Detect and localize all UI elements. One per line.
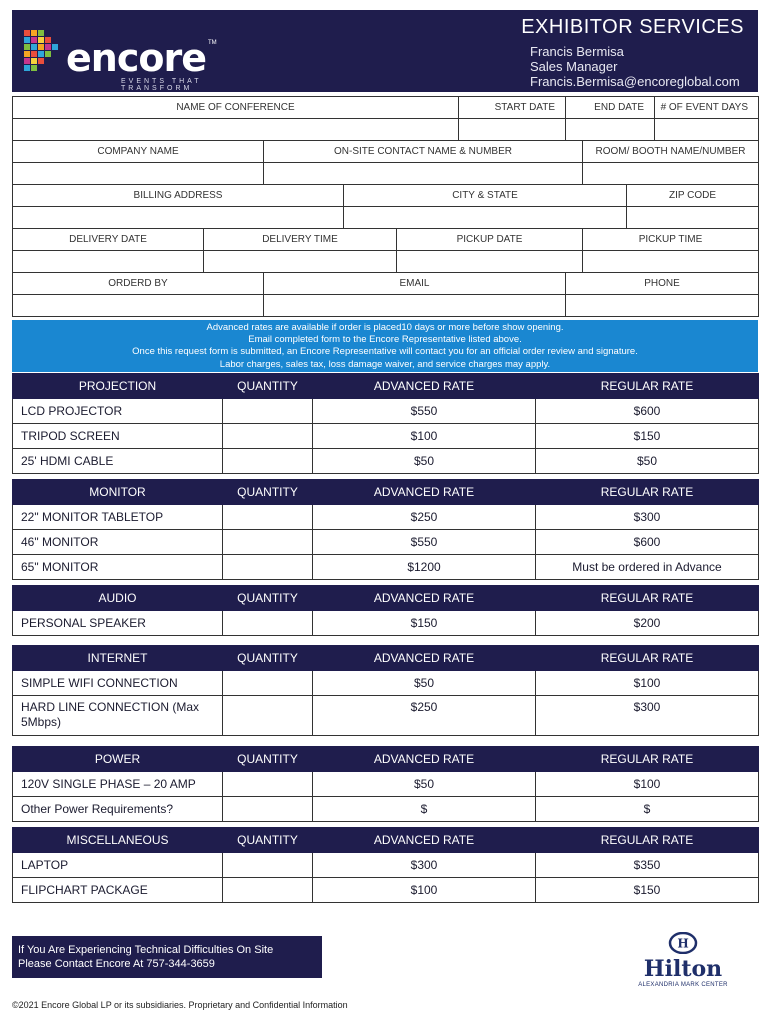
regular-rate: $100 <box>536 772 759 797</box>
section-title: INTERNET <box>13 646 223 671</box>
advanced-rate: $550 <box>313 399 536 424</box>
quantity-header: QUANTITY <box>223 374 313 399</box>
regular-rate: $300 <box>536 696 759 736</box>
regular-rate: $300 <box>536 505 759 530</box>
support-line-2: Please Contact Encore At 757-344-3659 <box>18 958 215 970</box>
quantity-header: QUANTITY <box>223 646 313 671</box>
quantity-field[interactable] <box>223 555 313 580</box>
delivery-time-label: DELIVERY TIME <box>204 229 397 251</box>
pickup-time-label: PICKUP TIME <box>583 229 759 251</box>
regular-rate-header: REGULAR RATE <box>536 374 759 399</box>
rates-notice-banner <box>12 320 758 372</box>
advanced-rate: $ <box>313 797 536 822</box>
regular-rate: $350 <box>536 853 759 878</box>
phone-label: PHONE <box>566 273 759 295</box>
regular-rate: Must be ordered in Advance <box>536 555 759 580</box>
advanced-rate: $250 <box>313 505 536 530</box>
contact-role: Sales Manager <box>530 59 618 74</box>
audio-section <box>12 585 759 636</box>
table-row <box>13 505 759 530</box>
advanced-rate-header: ADVANCED RATE <box>313 747 536 772</box>
end-date-field[interactable] <box>566 119 655 141</box>
email-field[interactable] <box>264 295 566 317</box>
billing-address-field[interactable] <box>13 207 344 229</box>
table-row <box>13 399 759 424</box>
pickup-date-field[interactable] <box>397 251 583 273</box>
regular-rate: $ <box>536 797 759 822</box>
regular-rate-header: REGULAR RATE <box>536 828 759 853</box>
tech-support-box <box>12 936 322 978</box>
section-title: MONITOR <box>13 480 223 505</box>
internet-section <box>12 645 759 736</box>
advanced-rate: $1200 <box>313 555 536 580</box>
svg-text:H: H <box>677 936 689 951</box>
ordered-by-field[interactable] <box>13 295 264 317</box>
quantity-field[interactable] <box>223 878 313 903</box>
regular-rate: $150 <box>536 424 759 449</box>
advanced-rate: $50 <box>313 772 536 797</box>
company-name-label: COMPANY NAME <box>13 141 264 163</box>
regular-rate: $100 <box>536 671 759 696</box>
hilton-wordmark: Hilton <box>643 956 723 982</box>
delivery-date-field[interactable] <box>13 251 204 273</box>
zip-code-label: ZIP CODE <box>627 185 759 207</box>
power-section <box>12 746 759 822</box>
delivery-date-label: DELIVERY DATE <box>13 229 204 251</box>
table-row <box>13 878 759 903</box>
brand-wordmark: encore <box>66 36 206 80</box>
item-name: Other Power Requirements? <box>13 797 223 822</box>
pickup-date-label: PICKUP DATE <box>397 229 583 251</box>
company-info-table <box>12 140 759 185</box>
hilton-monogram-icon <box>628 932 738 958</box>
regular-rate: $150 <box>536 878 759 903</box>
regular-rate: $600 <box>536 399 759 424</box>
room-booth-label: ROOM/ BOOTH NAME/NUMBER <box>583 141 759 163</box>
advanced-rate-header: ADVANCED RATE <box>313 646 536 671</box>
header-bar <box>12 10 758 92</box>
encore-diamond-icon <box>22 26 62 82</box>
zip-code-field[interactable] <box>627 207 759 229</box>
item-name: LAPTOP <box>13 853 223 878</box>
room-booth-field[interactable] <box>583 163 759 185</box>
item-name: SIMPLE WIFI CONNECTION <box>13 671 223 696</box>
regular-rate: $50 <box>536 449 759 474</box>
table-row <box>13 772 759 797</box>
contact-email[interactable]: Francis.Bermisa@encoreglobal.com <box>530 74 740 89</box>
encore-logo <box>22 22 262 92</box>
sales-contact <box>530 44 740 89</box>
table-row <box>13 797 759 822</box>
event-days-label: # OF EVENT DAYS <box>655 97 759 119</box>
hilton-logo <box>628 932 738 994</box>
item-name: PERSONAL SPEAKER <box>13 611 223 636</box>
quantity-field[interactable] <box>223 449 313 474</box>
ordered-by-label: ORDERD BY <box>13 273 264 295</box>
monitor-section <box>12 479 759 580</box>
event-days-field[interactable] <box>655 119 759 141</box>
miscellaneous-section <box>12 827 759 903</box>
advanced-rate: $150 <box>313 611 536 636</box>
quantity-field[interactable] <box>223 853 313 878</box>
notice-line-4: Labor charges, sales tax, loss damage waiver, and service charges may apply. <box>219 358 551 370</box>
quantity-field[interactable] <box>223 530 313 555</box>
advanced-rate: $250 <box>313 696 536 736</box>
contact-name: Francis Bermisa <box>530 44 624 59</box>
phone-field[interactable] <box>566 295 759 317</box>
delivery-info-table <box>12 228 759 273</box>
regular-rate-header: REGULAR RATE <box>536 480 759 505</box>
notice-line-2: Email completed form to the Encore Representative listed above. <box>248 334 522 346</box>
notice-line-1: Advanced rates are available if order is placed10 days or more before show opening. <box>206 322 564 333</box>
quantity-header: QUANTITY <box>223 747 313 772</box>
advanced-rate: $100 <box>313 424 536 449</box>
conference-name-label: NAME OF CONFERENCE <box>13 97 459 119</box>
regular-rate-header: REGULAR RATE <box>536 747 759 772</box>
table-row <box>13 611 759 636</box>
table-row <box>13 530 759 555</box>
advanced-rate-header: ADVANCED RATE <box>313 374 536 399</box>
notice-line-3: Once this request form is submitted, an Encore Representative will contact you for an official order review and signature. <box>132 346 638 358</box>
order-info-table <box>12 272 759 317</box>
table-row <box>13 555 759 580</box>
item-name: TRIPOD SCREEN <box>13 424 223 449</box>
start-date-field[interactable] <box>459 119 566 141</box>
conference-info-table <box>12 96 759 141</box>
billing-info-table <box>12 184 759 229</box>
quantity-header: QUANTITY <box>223 586 313 611</box>
advanced-rate: $100 <box>313 878 536 903</box>
support-line-1: If You Are Experiencing Technical Difficulties On Site <box>18 944 274 956</box>
section-title: PROJECTION <box>13 374 223 399</box>
table-row <box>13 449 759 474</box>
projection-section <box>12 373 759 474</box>
section-title: AUDIO <box>13 586 223 611</box>
end-date-label: END DATE <box>566 97 655 119</box>
advanced-rate-header: ADVANCED RATE <box>313 828 536 853</box>
quantity-field[interactable] <box>223 505 313 530</box>
regular-rate: $200 <box>536 611 759 636</box>
item-name: HARD LINE CONNECTION (Max 5Mbps) <box>13 696 223 736</box>
city-state-label: CITY & STATE <box>344 185 627 207</box>
conference-name-field[interactable] <box>13 119 459 141</box>
regular-rate: $600 <box>536 530 759 555</box>
regular-rate-header: REGULAR RATE <box>536 586 759 611</box>
advanced-rate-header: ADVANCED RATE <box>313 586 536 611</box>
quantity-field[interactable] <box>223 399 313 424</box>
quantity-header: QUANTITY <box>223 828 313 853</box>
hilton-location: ALEXANDRIA MARK CENTER <box>638 982 728 988</box>
regular-rate-header: REGULAR RATE <box>536 646 759 671</box>
billing-address-label: BILLING ADDRESS <box>13 185 344 207</box>
onsite-contact-field[interactable] <box>264 163 583 185</box>
advanced-rate: $50 <box>313 449 536 474</box>
trademark-mark: TM <box>208 40 217 46</box>
table-row <box>13 424 759 449</box>
quantity-field[interactable] <box>223 696 313 736</box>
advanced-rate: $550 <box>313 530 536 555</box>
quantity-field[interactable] <box>223 611 313 636</box>
advanced-rate: $300 <box>313 853 536 878</box>
item-name: 65" MONITOR <box>13 555 223 580</box>
city-state-field[interactable] <box>344 207 627 229</box>
advanced-rate-header: ADVANCED RATE <box>313 480 536 505</box>
start-date-label: START DATE <box>459 97 566 119</box>
copyright-notice: ©2021 Encore Global LP or its subsidiaries. Proprietary and Confidential Information <box>12 1000 348 1010</box>
item-name: LCD PROJECTOR <box>13 399 223 424</box>
company-name-field[interactable] <box>13 163 264 185</box>
item-name: 25' HDMI CABLE <box>13 449 223 474</box>
table-row <box>13 671 759 696</box>
advanced-rate: $50 <box>313 671 536 696</box>
item-name: 120V SINGLE PHASE – 20 AMP <box>13 772 223 797</box>
item-name: 46" MONITOR <box>13 530 223 555</box>
brand-tagline: EVENTS THAT TRANSFORM <box>121 78 202 92</box>
item-name: 22" MONITOR TABLETOP <box>13 505 223 530</box>
onsite-contact-label: ON-SITE CONTACT NAME & NUMBER <box>264 141 583 163</box>
quantity-header: QUANTITY <box>223 480 313 505</box>
quantity-field[interactable] <box>223 797 313 822</box>
section-title: POWER <box>13 747 223 772</box>
table-row <box>13 696 759 736</box>
quantity-field[interactable] <box>223 671 313 696</box>
pickup-time-field[interactable] <box>583 251 759 273</box>
table-row <box>13 853 759 878</box>
section-title: MISCELLANEOUS <box>13 828 223 853</box>
item-name: FLIPCHART PACKAGE <box>13 878 223 903</box>
page-title: EXHIBITOR SERVICES <box>521 16 744 38</box>
quantity-field[interactable] <box>223 424 313 449</box>
email-label: EMAIL <box>264 273 566 295</box>
quantity-field[interactable] <box>223 772 313 797</box>
delivery-time-field[interactable] <box>204 251 397 273</box>
